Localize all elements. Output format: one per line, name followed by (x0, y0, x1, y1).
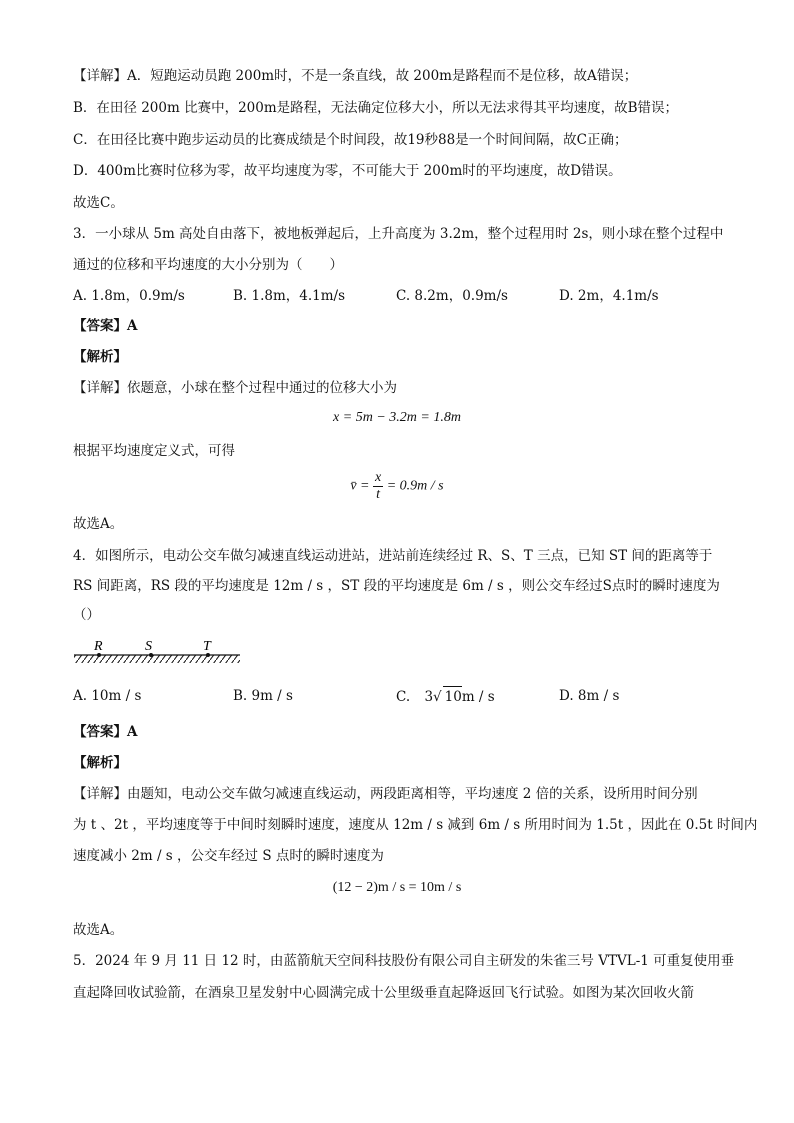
q4-option-c: C. 3√ 10m / s (396, 686, 495, 707)
q3-equation-displacement: x = 5m − 3.2m = 1.8m (333, 410, 461, 425)
q4-option-c-radicand: 10 (443, 686, 462, 707)
q4-stem-2: RS 间距离，RS 段的平均速度是 12m / s ，ST 段的平均速度是 6m / s ，则公交车经过S点时的瞬时速度为 (73, 578, 720, 594)
q5-stem-1: 5．2024 年 9 月 11 日 12 时，由蓝箭航天空间科技股份有限公司自主研发的朱雀三号 VTVL-1 可重复使用垂 (73, 953, 735, 969)
q2-detail-b: B．在田径 200m 比赛中，200m是路程，无法确定位移大小，所以无法求得其平均速度，故B错误； (73, 100, 679, 116)
q4-option-c-unit: m / s (461, 689, 495, 705)
q3-eq2-rhs: = 0.9m / s (386, 478, 444, 494)
q4-label-t: T (203, 639, 211, 654)
q4-option-a: A. 10m / s (73, 688, 142, 704)
q4-option-d: D. 8m / s (559, 688, 620, 704)
q3-equation-velocity (0, 470, 794, 503)
q3-option-c: C. 8.2m，0.9m/s (396, 288, 508, 304)
q3-detail: 【详解】依题意，小球在整个过程中通过的位移大小为 (73, 380, 397, 396)
q3-eq2-lhs: v̄ = (350, 478, 370, 494)
q3-stem-1: 3．一小球从 5m 高处自由落下，被地板弹起后，上升高度为 3.2m，整个过程用时 2s，则小球在整个过程中 (73, 226, 724, 242)
q2-detail-d: D．400m比赛时位移为零，故平均速度为零，不可能大于 200m时的平均速度，故D错误。 (73, 163, 622, 179)
q4-stem-3: （） (73, 607, 100, 623)
q2-detail-c: C．在田径比赛中跑步运动员的比赛成绩是个时间段，故19秒88是一个时间间隔，故C正确； (73, 132, 628, 148)
q2-detail-a: 【详解】A．短跑运动员跑 200m时，不是一条直线，故 200m是路程而不是位移，故A错误； (73, 68, 638, 84)
q3-stem-2: 通过的位移和平均速度的大小分别为（ ） (73, 257, 343, 273)
q4-label-s: S (145, 639, 152, 654)
q4-option-c-coef: 3 (424, 689, 434, 705)
q4-stem-1: 4．如图所示，电动公交车做匀减速直线运动进站，进站前连续经过 R、S、T 三点，已知 ST 间的距离等于 (73, 548, 713, 564)
q4-detail-3: 速度减小 2m / s ，公交车经过 S 点时的瞬时速度为 (73, 848, 384, 864)
q4-equation: (12 − 2)m / s = 10m / s (332, 880, 462, 895)
q3-option-d: D. 2m，4.1m/s (559, 288, 659, 304)
q3-option-b: B. 1.8m，4.1m/s (233, 288, 346, 304)
q4-detail-2: 为 t 、2t ，平均速度等于中间时刻瞬时速度，速度从 12m / s 减到 6m / s 所用时间为 1.5t ，因此在 0.5t 时间内 (73, 817, 758, 833)
q4-analysis-heading: 【解析】 (73, 755, 127, 771)
q3-analysis-heading: 【解析】 (73, 349, 127, 365)
q3-choice: 故选A。 (73, 516, 124, 532)
q3-eq2-fraction (373, 470, 383, 503)
q4-choice: 故选A。 (73, 922, 124, 938)
q3-option-a: A. 1.8m，0.9m/s (73, 288, 185, 304)
q4-label-r: R (94, 639, 103, 654)
q5-stem-2: 直起降回收试验箭，在酒泉卫星发射中心圆满完成十公里级垂直起降返回飞行试验。如图为某次回收火箭 (73, 985, 694, 1001)
q3-text-definition: 根据平均速度定义式，可得 (73, 443, 235, 459)
q2-choice: 故选C。 (73, 195, 124, 211)
q3-answer: 【答案】A (73, 318, 138, 334)
q4-detail-1: 【详解】由题知，电动公交车做匀减速直线运动，两段距离相等，平均速度 2 倍的关系，设所用时间分别 (73, 786, 698, 802)
q4-option-c-letter: C. (396, 689, 411, 705)
q3-eq2-denominator: t (376, 487, 381, 502)
q4-road-figure (72, 636, 252, 676)
q4-answer: 【答案】A (73, 724, 138, 740)
q3-eq2-numerator: x (375, 470, 382, 485)
q4-option-b: B. 9m / s (233, 688, 293, 704)
